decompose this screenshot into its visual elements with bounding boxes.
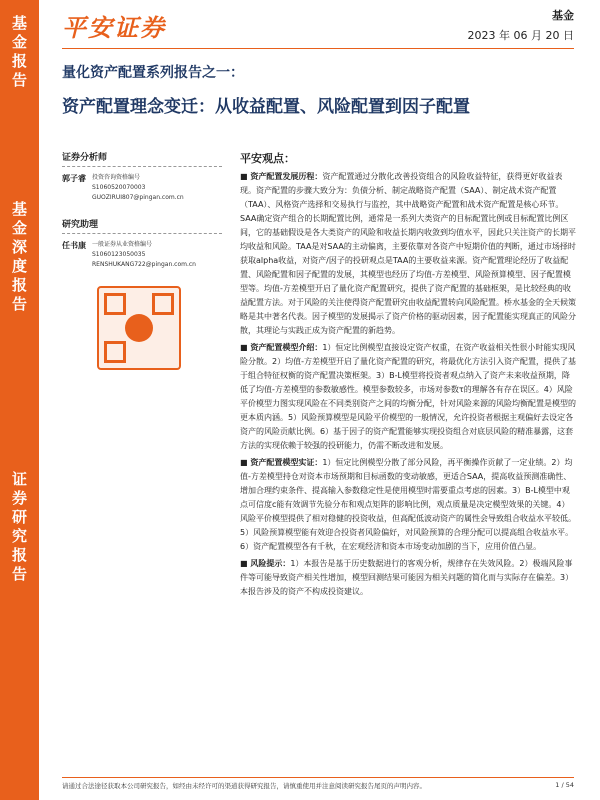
qr-finder-top-left	[104, 293, 126, 315]
sidebar-label: 基 金 报 告	[11, 14, 27, 89]
viewpoint-text: 1）本报告是基于历史数据进行的客观分析，规律存在失效风险。2）极端风险事件等可能导致资产相关性增加，模型回测结果可能因为相关问题的简化而与实际存在偏差。3）本报告涉及的资产不构成投资建议。	[240, 559, 574, 596]
viewpoint-lead: ■ 风险提示：	[240, 559, 291, 568]
viewpoint-bullet	[240, 341, 576, 453]
qr-finder-bottom-left	[104, 341, 126, 363]
viewpoints-column	[240, 150, 576, 602]
sidebar	[0, 0, 39, 800]
viewpoint-lead: ■ 资产配置模型实证：	[240, 458, 323, 467]
analyst-role: 投资咨询资格编号	[92, 174, 141, 181]
viewpoints-heading: 平安观点：	[240, 152, 295, 165]
qr-logo-badge	[125, 314, 153, 342]
assistant-id: S1060123050035	[92, 251, 146, 258]
assistant-name: 任书康	[62, 241, 86, 250]
qr-code[interactable]	[97, 286, 181, 370]
report-category: 基金	[552, 9, 574, 22]
report-series-title: 量化资产配置系列报告之一：	[62, 65, 244, 81]
assistant-section-title: 研究助理	[62, 217, 222, 234]
report-title: 资产配置理念变迁：从收益配置、风险配置到因子配置	[62, 97, 470, 117]
viewpoint-text: 1）恒定比例模型分散了部分风险，再平衡操作贡献了一定业绩。2）均值-方差模型持仓对资本市场预期和目标函数的变动敏感，更适合SAA，提高收益预测准确性、增加合理约束条件、提高输入参数稳定性是使用模型时需要重点考虑的因素。3）B-L模型中观点可信度c能有效调节先验分布和观点矩阵的影响比例，观点质量是决定模型效果的关键。4）风险平价模型提供了相对稳健的投资收益，但高配低波动资产的属性会导致组合收益水平较低。5）风险预算模型能有效迎合投资者风险偏好，对风险预算的合理分配可以提高组合收益水平。6）资产配置模型各有千秋，在宏观经济和资本市场变动加剧的当下，应用价值凸显。	[240, 458, 576, 551]
sidebar-label: 证 券 研 究 报 告	[11, 470, 27, 583]
viewpoint-text: 1）恒定比例模型直接设定资产权重，在资产收益相关性很小时能实现风险分散。2）均值-方差模型开启了量化资产配置的研究，将最优化方法引入资产配置，提供了基于组合特征权衡的资产配置决策框架。3）B-L模型将投资者观点纳入了资产未来收益预期，降低了均值-方差模型的参数敏感性。模型参数较多，市场对参数τ的理解各有存在误区。4）风险平价模型力图实现风险在不同类别资产之间的均衡分配，针对风险来源的风险均衡配置是模型的更本质内涵。5）风险预算模型是风险平价模型的一般情况，允许投资者根据主观偏好去设定各资产的风险贡献比例。6）基于因子的资产配置能够实现投资组合对底层风险的精准暴露，这套方法的实现依赖于较强的投研能力，仍需不断改进和发展。	[240, 343, 576, 450]
brand-logo: 平安证券	[62, 14, 166, 42]
analyst-name: 郭子睿	[62, 174, 86, 183]
viewpoint-bullet	[240, 557, 576, 599]
assistant-email[interactable]: RENSHUKANG722@pingan.com.cn	[92, 261, 196, 268]
viewpoint-text: 资产配置通过分散化改善投资组合的风险收益特征，获得更好收益表现。资产配置的步骤大致分为：负债分析、制定战略资产配置（SAA）、制定战术资产配置（TAA）、风格资产选择和交易执行与监控，其中战略资产配置和战术资产配置是核心环节。SAA确定资产组合的长期配置比例，通常是一系列大类资产的目标配置比例或目标配置比例区间，它的基础假设是各大类资产的风险和收益长期内收敛到均值水平，因此只关注资产的长期平均收益和风险。TAA是对SAA的主动偏离，主要依靠对各资产中短期价值的判断，通过市场择时获取alpha收益，对资产/因子的投研观点是TAA的主要收益来源。资产配置理论经历了收益配置、风险配置和因子配置的发展，其模型也经历了均值-方差模型、风险预算模型、因子配置模型等。均值-方差模型开启了量化资产配置研究，提供了资产配置的基础框架，是比较经典的收益配置方法。对于风险的关注使得资产配置研究由收益配置转向风险配置。桥水基金的全天候策略是其中著名代表。因子模型的发展揭示了资产价格的驱动因素，因子配置能实现真正的风险分散，其理论与实践正成为资产配置的新趋势。	[240, 172, 576, 335]
viewpoint-bullet	[240, 456, 576, 554]
page-number: 1 / 54	[555, 781, 574, 789]
analyst-email[interactable]: GUOZIRUI807@pingan.com.cn	[92, 194, 184, 201]
report-date: 2023 年 06 月 20 日	[467, 29, 574, 42]
footer	[62, 777, 574, 790]
analyst-id: S1060520070003	[92, 184, 146, 191]
assistant-role: 一般证券从业资格编号	[92, 241, 153, 248]
qr-finder-top-right	[152, 293, 174, 315]
sidebar-label: 基 金 深 度 报 告	[11, 200, 27, 313]
viewpoint-lead: ■ 资产配置模型介绍：	[240, 343, 323, 352]
viewpoint-bullet	[240, 170, 576, 338]
footer-disclaimer: 请通过合法途径获取本公司研究报告，如经由未经许可的渠道获得研究报告，请慎重使用并注意阅读研究报告尾页的声明内容。	[62, 782, 426, 790]
assistant-card	[62, 240, 222, 276]
header-divider	[62, 48, 574, 49]
analyst-section-title: 证券分析师	[62, 150, 222, 167]
viewpoint-lead: ■ 资产配置发展历程：	[240, 172, 323, 181]
analyst-card	[62, 173, 222, 209]
author-column	[62, 150, 222, 370]
